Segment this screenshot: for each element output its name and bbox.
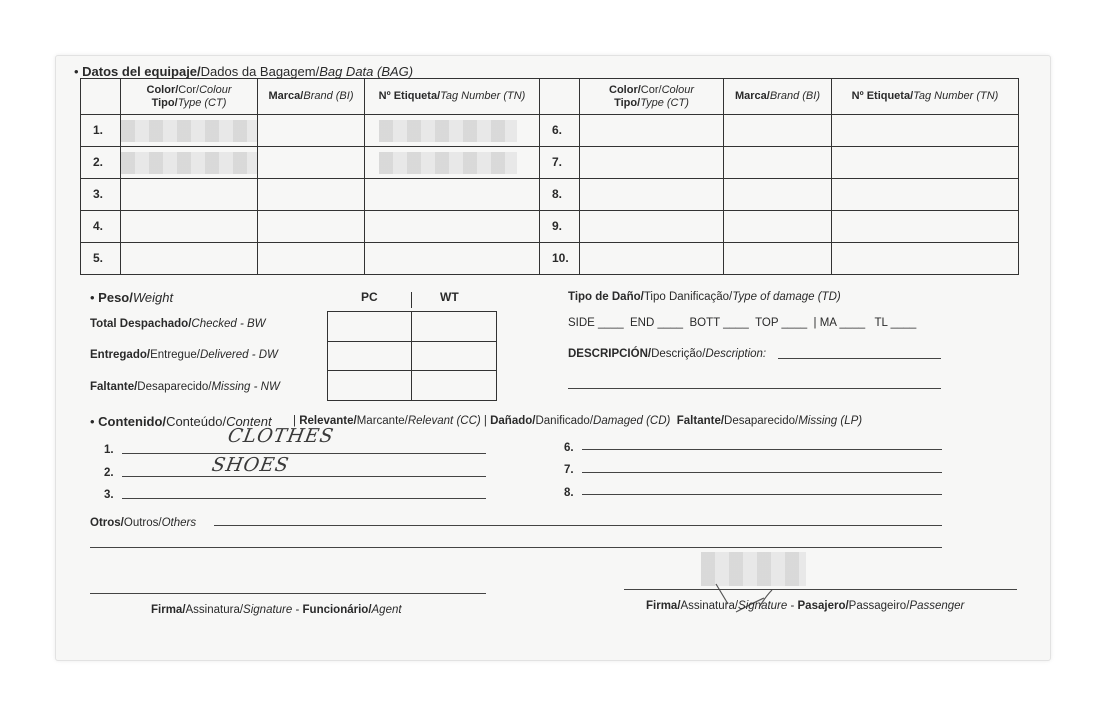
pc-label: PC	[361, 290, 378, 304]
table-row	[81, 179, 1019, 211]
checked-bw-label: Total Despachado/Checked - BW	[90, 318, 266, 330]
tag-number-cell	[832, 147, 1019, 179]
color-type-cell	[121, 115, 258, 147]
header-tag-number: Nº Etiqueta/Tag Number (TN)	[832, 79, 1019, 115]
content-line	[122, 453, 486, 454]
redacted-area	[379, 152, 517, 174]
tag-number-cell	[365, 147, 540, 179]
missing-nw-label: Faltante/Desaparecido/Missing - NW	[90, 381, 280, 393]
description-line	[568, 388, 941, 389]
row-number: 8.	[540, 179, 580, 211]
agent-signature-label: Firma/Assinatura/Signature - Funcionário/Agent	[151, 604, 402, 616]
tag-number-cell	[832, 243, 1019, 275]
content-line	[582, 472, 942, 473]
row-number: 1.	[81, 115, 121, 147]
header-tag-number: Nº Etiqueta/Tag Number (TN)	[365, 79, 540, 115]
agent-signature-line	[90, 593, 486, 594]
content-item-number: 8.	[564, 487, 574, 499]
tag-number-cell	[832, 179, 1019, 211]
grid-divider	[328, 370, 496, 371]
content-item-number: 1.	[104, 444, 114, 456]
tag-number-cell	[365, 115, 540, 147]
color-type-cell	[580, 115, 724, 147]
header-brand: Marca/Brand (BI)	[724, 79, 832, 115]
content-line	[122, 476, 486, 477]
grid-divider	[328, 341, 496, 342]
brand-cell	[724, 115, 832, 147]
row-number: 10.	[540, 243, 580, 275]
damage-type-title: Tipo de Daño/Tipo Danificação/Type of damage (TD)	[568, 291, 841, 303]
row-number: 2.	[81, 147, 121, 179]
tag-number-cell	[832, 211, 1019, 243]
redacted-area	[121, 120, 257, 142]
table-row	[81, 115, 1019, 147]
color-type-cell	[580, 211, 724, 243]
others-line	[214, 525, 942, 526]
color-type-cell	[121, 211, 258, 243]
row-number: 5.	[81, 243, 121, 275]
header-brand: Marca/Brand (BI)	[258, 79, 365, 115]
grid-divider	[411, 312, 412, 400]
row-number: 9.	[540, 211, 580, 243]
brand-cell	[258, 243, 365, 275]
content-line	[582, 494, 942, 495]
weight-title: • Peso/Weight	[90, 290, 174, 305]
color-type-cell	[580, 243, 724, 275]
handwritten-item: CLOTHES	[226, 425, 336, 447]
brand-cell	[258, 179, 365, 211]
redacted-area	[121, 152, 257, 174]
header-color-type: Color/Cor/Colour Tipo/Type (CT)	[580, 79, 724, 115]
handwritten-item: SHOES	[210, 454, 292, 476]
content-line	[582, 449, 942, 450]
color-type-cell	[121, 243, 258, 275]
brand-cell	[724, 147, 832, 179]
row-number: 6.	[540, 115, 580, 147]
others-label: Otros/Outros/Others	[90, 517, 197, 529]
header-spacer	[540, 79, 580, 115]
color-type-cell	[121, 147, 258, 179]
delivered-dw-label: Entregado/Entregue/Delivered - DW	[90, 349, 278, 361]
content-item-number: 6.	[564, 442, 574, 454]
contents-legend: | Relevante/Marcante/Relevant (CC) | Dañado/Danificado/Damaged (CD) Faltante/Desaparecido/Missing (LP)	[293, 415, 863, 427]
color-type-cell	[121, 179, 258, 211]
color-type-cell	[580, 179, 724, 211]
header-color-type: Color/Cor/Colour Tipo/Type (CT)	[121, 79, 258, 115]
bag-data-table	[80, 78, 1019, 275]
content-item-number: 2.	[104, 467, 114, 479]
tag-number-cell	[365, 243, 540, 275]
contents-title: • Contenido/Conteúdo/Content	[90, 414, 272, 429]
table-row	[81, 243, 1019, 275]
tag-number-cell	[832, 115, 1019, 147]
table-row	[81, 147, 1019, 179]
description-label: DESCRIPCIÓN/Descrição/Description:	[568, 348, 767, 360]
redacted-area	[379, 120, 517, 142]
tag-number-cell	[365, 211, 540, 243]
brand-cell	[258, 147, 365, 179]
weight-grid	[327, 311, 497, 401]
content-item-number: 3.	[104, 489, 114, 501]
passenger-signature-line	[624, 589, 1017, 590]
wt-label: WT	[440, 290, 459, 304]
brand-cell	[724, 179, 832, 211]
damage-location-row: SIDE ____ END ____ BOTT ____ TOP ____ | MA ____ TL ____	[568, 317, 917, 329]
brand-cell	[724, 211, 832, 243]
bag-claim-form	[55, 55, 1051, 661]
row-number: 4.	[81, 211, 121, 243]
passenger-signature-label: Firma/Assinatura/Signature - Pasajero/Passageiro/Passenger	[646, 600, 965, 612]
row-number: 7.	[540, 147, 580, 179]
others-line	[90, 547, 942, 548]
content-item-number: 7.	[564, 464, 574, 476]
header-spacer	[81, 79, 121, 115]
pc-wt-divider	[411, 292, 412, 308]
brand-cell	[258, 211, 365, 243]
table-row	[81, 211, 1019, 243]
content-line	[122, 498, 486, 499]
description-line	[778, 358, 941, 359]
bag-data-title: • Datos del equipaje/Dados da Bagagem/Bag Data (BAG)	[74, 64, 414, 79]
brand-cell	[258, 115, 365, 147]
bag-table-header	[81, 79, 1019, 115]
color-type-cell	[580, 147, 724, 179]
brand-cell	[724, 243, 832, 275]
row-number: 3.	[81, 179, 121, 211]
tag-number-cell	[365, 179, 540, 211]
